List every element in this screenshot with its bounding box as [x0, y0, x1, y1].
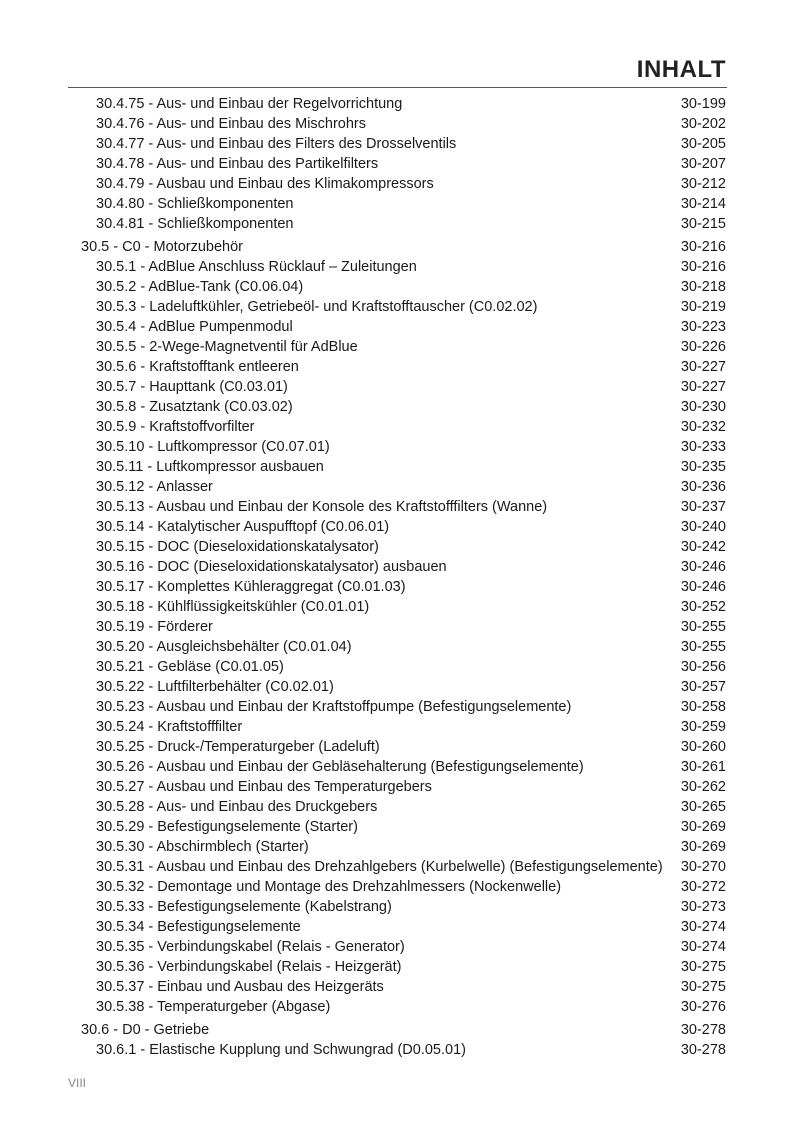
toc-entry-page: 30-274 — [680, 919, 726, 935]
toc-entry-row[interactable] — [0, 417, 794, 437]
toc-entry-title: 30.6.1 - Elastische Kupplung und Schwungrad (D0.05.01) — [96, 1042, 466, 1058]
toc-entry-title: 30.5.16 - DOC (Dieseloxidationskatalysator) ausbauen — [96, 559, 447, 575]
toc-entry-row[interactable] — [0, 697, 794, 717]
toc-entry-title: 30.5.20 - Ausgleichsbehälter (C0.01.04) — [96, 639, 352, 655]
toc-entry-title: 30.5.15 - DOC (Dieseloxidationskatalysator) — [96, 539, 379, 555]
toc-entry-page: 30-199 — [680, 96, 726, 112]
toc-entry-page: 30-227 — [680, 359, 726, 375]
toc-entry-row[interactable] — [0, 897, 794, 917]
toc-entry-title: 30.5.17 - Komplettes Kühleraggregat (C0.01.03) — [96, 579, 406, 595]
toc-section-row[interactable] — [0, 237, 794, 257]
toc-entry-page: 30-223 — [680, 319, 726, 335]
toc-entry-row[interactable] — [0, 397, 794, 417]
toc-entry-page: 30-227 — [680, 379, 726, 395]
toc-entry-title: 30.5.3 - Ladeluftkühler, Getriebeöl- und Kraftstofftauscher (C0.02.02) — [96, 299, 538, 315]
toc-entry-row[interactable] — [0, 497, 794, 517]
toc-entry-page: 30-269 — [680, 819, 726, 835]
toc-entry-page: 30-270 — [680, 859, 726, 875]
toc-entry-title: 30.4.81 - Schließkomponenten — [96, 216, 294, 232]
toc-entry-page: 30-255 — [680, 619, 726, 635]
toc-entry-row[interactable] — [0, 337, 794, 357]
toc-entry-page: 30-212 — [680, 176, 726, 192]
toc-entry-page: 30-265 — [680, 799, 726, 815]
toc-entry-title: 30.5.12 - Anlasser — [96, 479, 213, 495]
toc-entry-title: 30.4.78 - Aus- und Einbau des Partikelfilters — [96, 156, 379, 172]
toc-entry-title: 30.5.6 - Kraftstofftank entleeren — [96, 359, 299, 375]
toc-entry-title: 30.4.80 - Schließkomponenten — [96, 196, 294, 212]
toc-entry-row[interactable] — [0, 517, 794, 537]
toc-entry-page: 30-261 — [680, 759, 726, 775]
toc-entry-title: 30.5.21 - Gebläse (C0.01.05) — [96, 659, 284, 675]
toc-entry-row[interactable] — [0, 777, 794, 797]
toc-entry-row[interactable] — [0, 877, 794, 897]
toc-entry-row[interactable] — [0, 154, 794, 174]
toc-entry-title: 30.5.5 - 2-Wege-Magnetventil für AdBlue — [96, 339, 358, 355]
toc-entry-page: 30-207 — [680, 156, 726, 172]
toc-entry-row[interactable] — [0, 134, 794, 154]
toc-entry-page: 30-240 — [680, 519, 726, 535]
toc-entry-page: 30-262 — [680, 779, 726, 795]
toc-entry-row[interactable] — [0, 957, 794, 977]
toc-entry-title: 30.5.37 - Einbau und Ausbau des Heizgeräts — [96, 979, 384, 995]
toc-entry-title: 30.5.38 - Temperaturgeber (Abgase) — [96, 999, 331, 1015]
toc-entry-page: 30-232 — [680, 419, 726, 435]
toc-entry-page: 30-202 — [680, 116, 726, 132]
toc-entry-row[interactable] — [0, 277, 794, 297]
toc-entry-title: 30.5.14 - Katalytischer Auspufftopf (C0.06.01) — [96, 519, 390, 535]
toc-entry-title: 30.5.22 - Luftfilterbehälter (C0.02.01) — [96, 679, 334, 695]
toc-entry-row[interactable] — [0, 977, 794, 997]
toc-entry-title: 30.5.28 - Aus- und Einbau des Druckgebers — [96, 799, 378, 815]
toc-entry-page: 30-260 — [680, 739, 726, 755]
toc-entry-row[interactable] — [0, 717, 794, 737]
toc-entry-page: 30-205 — [680, 136, 726, 152]
toc-entry-row[interactable] — [0, 1040, 794, 1060]
toc-entry-row[interactable] — [0, 257, 794, 277]
toc-entry-row[interactable] — [0, 174, 794, 194]
toc-entry-title: 30.5.31 - Ausbau und Einbau des Drehzahlgebers (Kurbelwelle) (Befestigungselemente) — [96, 859, 663, 875]
page-title: INHALT — [636, 56, 726, 83]
toc-entry-page: 30-273 — [680, 899, 726, 915]
toc-entry-row[interactable] — [0, 937, 794, 957]
toc-entry-row[interactable] — [0, 757, 794, 777]
toc-entry-page: 30-278 — [680, 1022, 726, 1038]
toc-entry-row[interactable] — [0, 214, 794, 234]
toc-entry-page: 30-255 — [680, 639, 726, 655]
toc-entry-row[interactable] — [0, 917, 794, 937]
toc-entry-page: 30-218 — [680, 279, 726, 295]
toc-entry-page: 30-246 — [680, 559, 726, 575]
toc-entry-title: 30.5.7 - Haupttank (C0.03.01) — [96, 379, 288, 395]
toc-entry-title: 30.5.26 - Ausbau und Einbau der Gebläsehalterung (Befestigungselemente) — [96, 759, 584, 775]
toc-entry-row[interactable] — [0, 194, 794, 214]
toc-entry-page: 30-242 — [680, 539, 726, 555]
toc-entry-title: 30.4.75 - Aus- und Einbau der Regelvorrichtung — [96, 96, 403, 112]
toc-entry-row[interactable] — [0, 557, 794, 577]
toc-entry-row[interactable] — [0, 297, 794, 317]
toc-entry-page: 30-235 — [680, 459, 726, 475]
toc-entry-title: 30.5.27 - Ausbau und Einbau des Temperaturgebers — [96, 779, 432, 795]
toc-entry-row[interactable] — [0, 537, 794, 557]
toc-entry-title: 30.5 - C0 - Motorzubehör — [81, 239, 243, 255]
toc-entry-page: 30-275 — [680, 959, 726, 975]
toc-entry-page: 30-214 — [680, 196, 726, 212]
toc-entry-page: 30-269 — [680, 839, 726, 855]
toc-entry-row[interactable] — [0, 997, 794, 1017]
toc-entry-row[interactable] — [0, 797, 794, 817]
toc-entry-page: 30-233 — [680, 439, 726, 455]
toc-entry-page: 30-219 — [680, 299, 726, 315]
toc-section-row[interactable] — [0, 1020, 794, 1040]
toc-entry-page: 30-257 — [680, 679, 726, 695]
toc-entry-row[interactable] — [0, 857, 794, 877]
toc-entry-row[interactable] — [0, 637, 794, 657]
toc-entry-title: 30.5.23 - Ausbau und Einbau der Kraftstoffpumpe (Befestigungselemente) — [96, 699, 572, 715]
toc-entry-page: 30-259 — [680, 719, 726, 735]
toc-entry-title: 30.5.8 - Zusatztank (C0.03.02) — [96, 399, 293, 415]
toc-entry-page: 30-275 — [680, 979, 726, 995]
toc-entry-title: 30.5.35 - Verbindungskabel (Relais - Generator) — [96, 939, 405, 955]
toc-entry-title: 30.5.34 - Befestigungselemente — [96, 919, 301, 935]
toc-entry-title: 30.5.25 - Druck-/Temperaturgeber (Ladeluft) — [96, 739, 380, 755]
toc-entry-page: 30-226 — [680, 339, 726, 355]
toc-entry-title: 30.6 - D0 - Getriebe — [81, 1022, 210, 1038]
toc-entry-title: 30.5.33 - Befestigungselemente (Kabelstrang) — [96, 899, 392, 915]
toc-entry-title: 30.5.18 - Kühlflüssigkeitskühler (C0.01.01) — [96, 599, 370, 615]
toc-entry-row[interactable] — [0, 617, 794, 637]
toc-entry-row[interactable] — [0, 677, 794, 697]
toc-entry-page: 30-246 — [680, 579, 726, 595]
toc-entry-row[interactable] — [0, 477, 794, 497]
toc-entry-title: 30.5.24 - Kraftstofffilter — [96, 719, 243, 735]
toc-entry-title: 30.5.10 - Luftkompressor (C0.07.01) — [96, 439, 330, 455]
toc-entry-page: 30-216 — [680, 259, 726, 275]
toc-entry-page: 30-256 — [680, 659, 726, 675]
toc-entry-page: 30-216 — [680, 239, 726, 255]
toc-entry-row[interactable] — [0, 94, 794, 114]
toc-entry-title: 30.4.76 - Aus- und Einbau des Mischrohrs — [96, 116, 367, 132]
toc-entry-row[interactable] — [0, 817, 794, 837]
toc-entry-title: 30.4.77 - Aus- und Einbau des Filters des Drosselventils — [96, 136, 457, 152]
toc-entry-row[interactable] — [0, 577, 794, 597]
toc-entry-title: 30.5.9 - Kraftstoffvorfilter — [96, 419, 255, 435]
toc-entry-page: 30-276 — [680, 999, 726, 1015]
page-number: VIII — [68, 1076, 87, 1090]
toc-entry-row[interactable] — [0, 597, 794, 617]
toc-entry-row[interactable] — [0, 657, 794, 677]
toc-entry-title: 30.5.36 - Verbindungskabel (Relais - Heizgerät) — [96, 959, 402, 975]
toc-entry-title: 30.5.11 - Luftkompressor ausbauen — [96, 459, 324, 475]
toc-entry-title: 30.5.13 - Ausbau und Einbau der Konsole des Kraftstofffilters (Wanne) — [96, 499, 548, 515]
toc-entry-title: 30.5.29 - Befestigungselemente (Starter) — [96, 819, 358, 835]
toc-entry-page: 30-236 — [680, 479, 726, 495]
toc-entry-page: 30-215 — [680, 216, 726, 232]
toc-entry-title: 30.5.32 - Demontage und Montage des Drehzahlmessers (Nockenwelle) — [96, 879, 562, 895]
toc-entry-page: 30-274 — [680, 939, 726, 955]
toc-entry-title: 30.5.4 - AdBlue Pumpenmodul — [96, 319, 293, 335]
toc-entry-row[interactable] — [0, 837, 794, 857]
toc-entry-row[interactable] — [0, 114, 794, 134]
toc-entry-page: 30-252 — [680, 599, 726, 615]
toc-entry-title: 30.5.2 - AdBlue-Tank (C0.06.04) — [96, 279, 304, 295]
toc-entry-title: 30.5.1 - AdBlue Anschluss Rücklauf – Zuleitungen — [96, 259, 417, 275]
toc-entry-page: 30-278 — [680, 1042, 726, 1058]
table-of-contents — [0, 94, 794, 1060]
toc-entry-page: 30-258 — [680, 699, 726, 715]
toc-entry-title: 30.5.30 - Abschirmblech (Starter) — [96, 839, 309, 855]
toc-entry-row[interactable] — [0, 737, 794, 757]
toc-entry-title: 30.5.19 - Förderer — [96, 619, 213, 635]
toc-entry-row[interactable] — [0, 317, 794, 337]
toc-entry-page: 30-237 — [680, 499, 726, 515]
toc-entry-page: 30-272 — [680, 879, 726, 895]
toc-entry-page: 30-230 — [680, 399, 726, 415]
toc-entry-title: 30.4.79 - Ausbau und Einbau des Klimakompressors — [96, 176, 434, 192]
header-divider — [68, 87, 727, 88]
toc-entry-row[interactable] — [0, 437, 794, 457]
toc-entry-row[interactable] — [0, 377, 794, 397]
toc-entry-row[interactable] — [0, 457, 794, 477]
toc-entry-row[interactable] — [0, 357, 794, 377]
